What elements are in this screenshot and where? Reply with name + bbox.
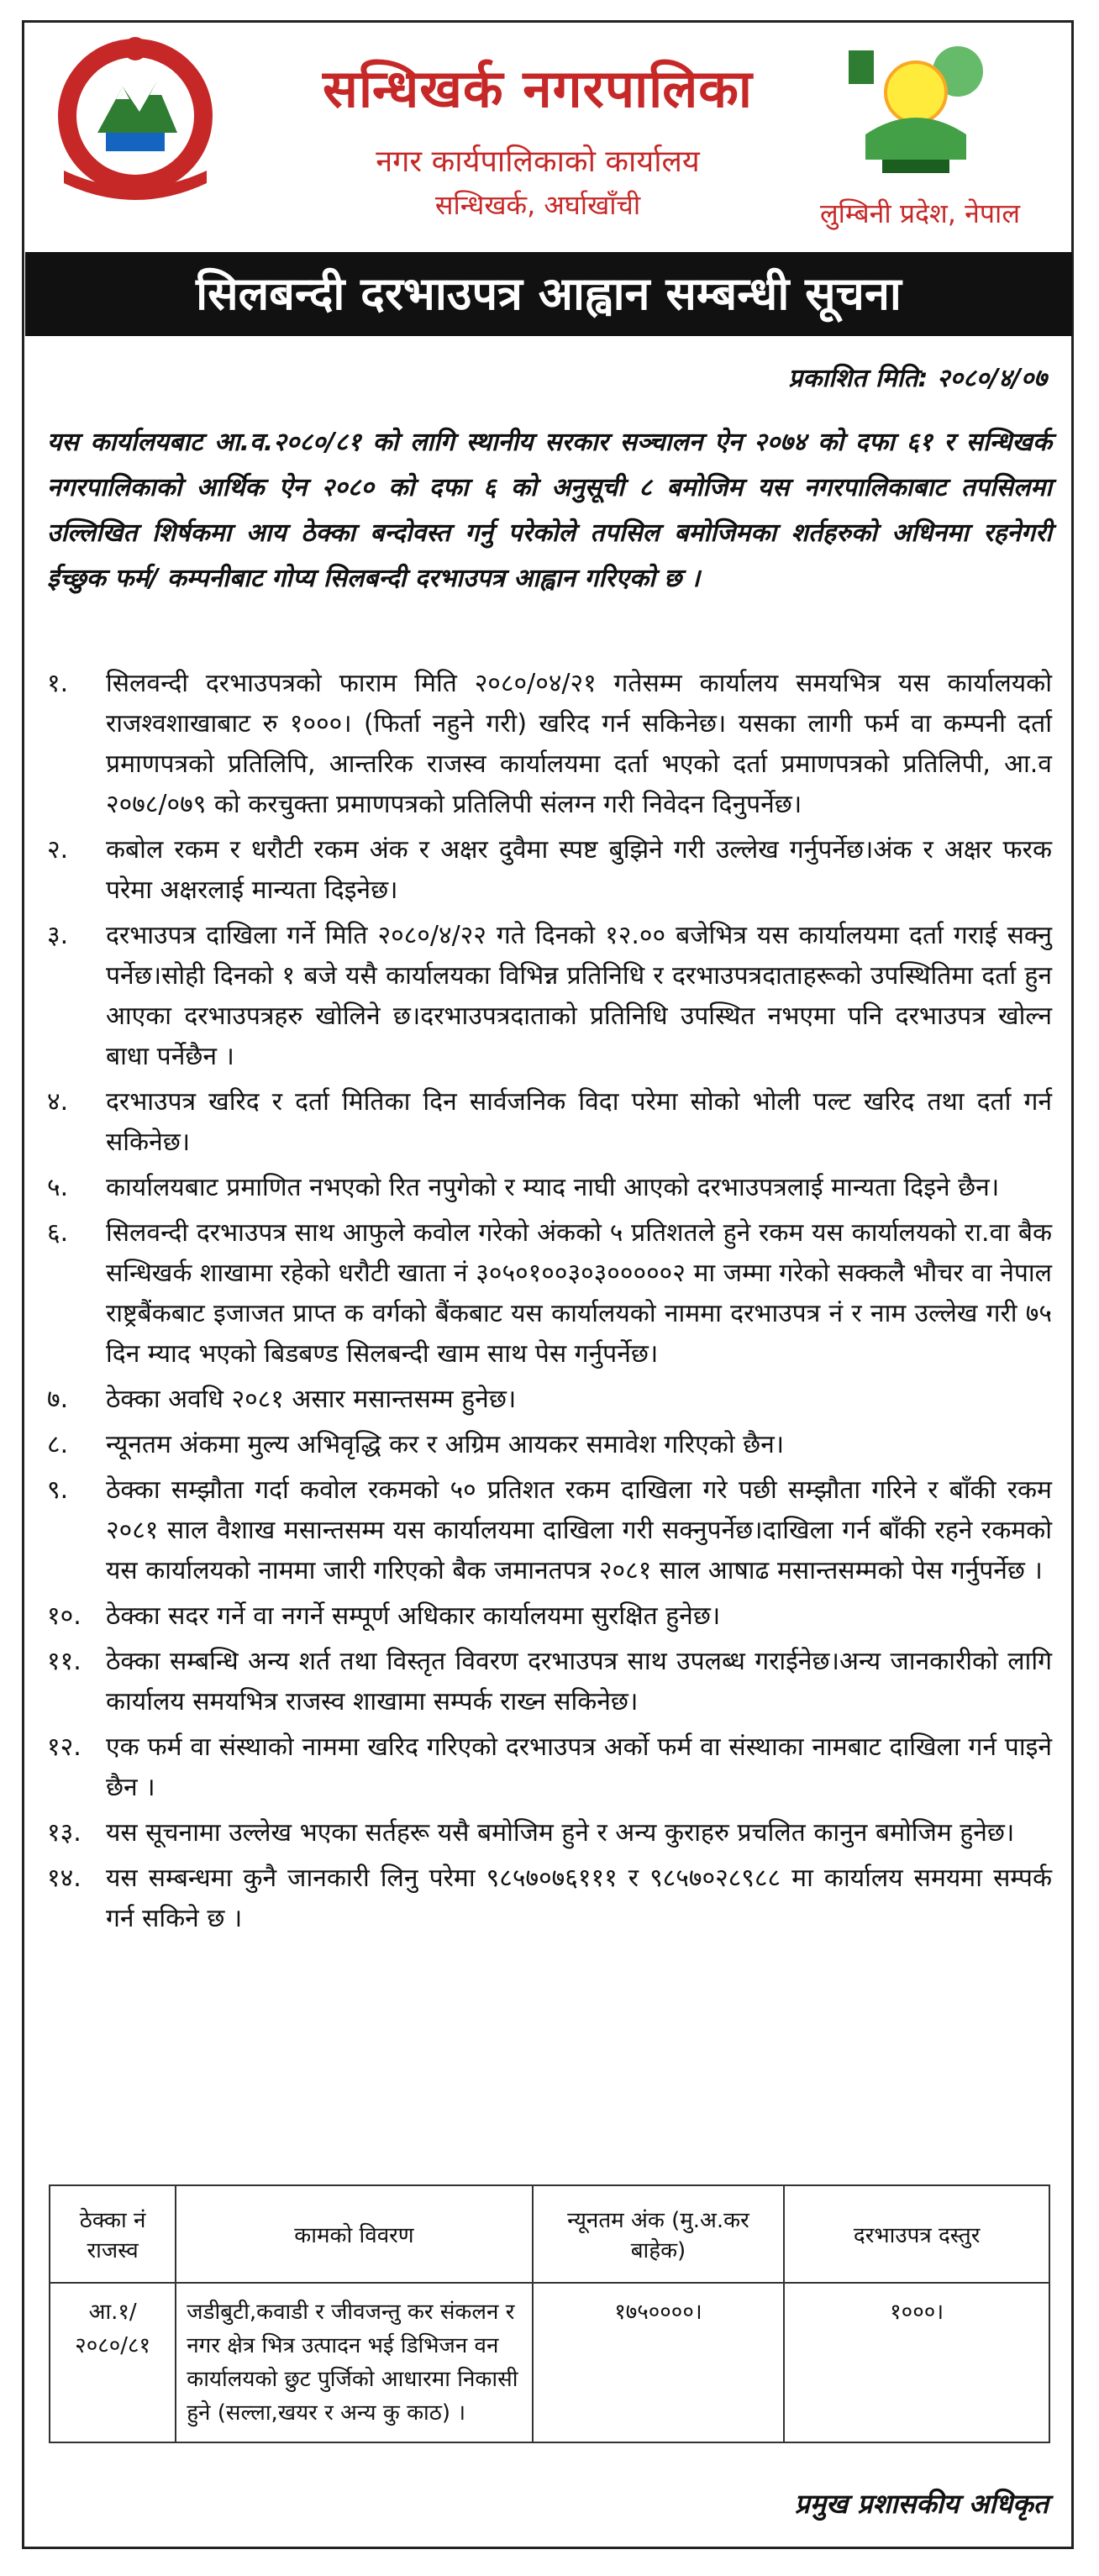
item-text: ठेक्का अवधि २०८१ असार मसान्तसम्म हुनेछ। bbox=[106, 1385, 517, 1414]
municipality-name: सन्धिखर्क नगरपालिका bbox=[323, 58, 753, 119]
item-text: कबोल रकम र धरौटी रकम अंक र अक्षर दुवैमा स्पष्ट बुझिने गरी उल्लेख गर्नुपर्नेछ।अंक र अक्षर फरक परेमा अक्षरलाई मान्यता दिइनेछ। bbox=[106, 835, 1052, 905]
list-item bbox=[47, 830, 1052, 911]
item-text: एक फर्म वा संस्थाको नाममा खरिद गरिएको दरभाउपत्र अर्को फर्म वा संस्थाका नामबाट दाखिला गर्न पाइने छैन । bbox=[106, 1732, 1052, 1802]
item-text: यस सम्बन्धमा कुनै जानकारी लिनु परेमा ९८५७०७६१११ र ९८५७०२८९८८ मा कार्यालय समयमा सम्पर्क गर्न सकिने छ । bbox=[106, 1864, 1052, 1933]
tender-table bbox=[49, 2184, 1050, 2443]
list-item bbox=[47, 916, 1052, 1077]
item-number: ३. bbox=[47, 921, 69, 950]
item-text: दरभाउपत्र दाखिला गर्ने मिति २०८०/४/२२ गते दिनको १२.०० बजेभित्र यस कार्यालयमा दर्ता गराई सक्नु पर्नेछ।सोही दिनको १ बजे यसै कार्यालयका विभिन्न प्रतिनिधि र दरभाउपत्रदाताहरूको उपस्थितिमा दर्ता हुन आएका दरभाउपत्रहरु खोलिने छ।दरभाउपत्रदाताको प्रतिनिधि उपस्थित नभएमा पनि दरभाउपत्र खोल्न बाधा पर्नेछैन । bbox=[106, 921, 1052, 1071]
signature-title: प्रमुख प्रशासकीय अधिकृत bbox=[794, 2488, 1049, 2520]
list-item bbox=[47, 1425, 1052, 1465]
item-text: सिलवन्दी दरभाउपत्र साथ आफुले कवोल गरेको अंकको ५ प्रतिशतले हुने रकम यस कार्यालयको रा.वा बैक सन्धिखर्क शाखामा रहेको धरौटी खाता नं ३०५०१००३०३०००००२ मा जम्मा गरेको सक्कलै भौचर वा नेपाल राष्ट्रबैंकबाट इजाजत प्राप्त क वर्गको बैंकबाट यस कार्यालयको नाममा दरभाउपत्र नं र नाम उल्लेख गरी ७५ दिन म्याद भएको बिडबण्ड सिलबन्दी खाम साथ पेस गर्नुपर्नेछ। bbox=[106, 1218, 1052, 1369]
column-header: ठेक्का नं राजस्व bbox=[50, 2185, 176, 2283]
province-address: लुम्बिनी प्रदेश, नेपाल bbox=[819, 197, 1021, 229]
item-text: न्यूनतम अंकमा मुल्य अभिवृद्धि कर र अग्रिम आयकर समावेश गरिएको छैन। bbox=[106, 1430, 785, 1459]
item-number: ११. bbox=[47, 1647, 82, 1676]
item-number: १२. bbox=[47, 1732, 82, 1762]
list-item bbox=[47, 1168, 1052, 1208]
list-item bbox=[47, 1380, 1052, 1420]
column-header: न्यूनतम अंक (मु.अ.कर बाहेक) bbox=[533, 2185, 785, 2283]
item-text: ठेक्का सम्झौता गर्दा कवोल रकमको ५० प्रतिशत रकम दाखिला गरे पछी सम्झौता गरिने र बाँकी रकम २०८१ साल वैशाख मसान्तसम्म यस कार्यालयमा दाखिला गरी सक्नुपर्नेछ।दाखिला गर्न बाँकी रहने रकमको यस कार्यालयको नाममा जारी गरिएको बैक जमानतपत्र २०८१ साल आषाढ मसान्तसम्मको पेस गर्नुपर्नेछ । bbox=[106, 1475, 1052, 1585]
table-cell: १०००। bbox=[784, 2283, 1049, 2442]
table-row bbox=[50, 2283, 1049, 2442]
item-number: १०. bbox=[47, 1601, 82, 1631]
item-number: ९. bbox=[47, 1475, 69, 1505]
item-number: ४. bbox=[47, 1087, 69, 1117]
item-number: २. bbox=[47, 835, 69, 865]
intro-paragraph: यस कार्यालयबाट आ.व.२०८०/८१ को लागि स्थानीय सरकार सञ्चालन ऐन २०७४ को दफा ६१ र सन्धिखर्क नगरपालिकाको आर्थिक ऐन २०८० को दफा ६ को अनुसूची ८ बमोजिम यस नगरपालिकाबाट तपसिलमा उल्लिखित शिर्षकमा आय ठेक्का बन्दोवस्त गर्नु परेकोले तपसिल बमोजिमका शर्तहरुको अधिनमा रहनेगरी ईच्छुक फर्म/ कम्पनीबाट गोप्य सिलबन्दी दरभाउपत्र आह्वान गरिएको छ । bbox=[47, 428, 1052, 593]
notice-title: सिलबन्दी दरभाउपत्र आह्वान सम्बन्धी सूचना bbox=[25, 252, 1072, 336]
item-text: ठेक्का सदर गर्ने वा नगर्ने सम्पूर्ण अधिकार कार्यालयमा सुरक्षित हुनेछ। bbox=[106, 1601, 721, 1631]
list-item bbox=[47, 1858, 1052, 1939]
list-item bbox=[47, 664, 1052, 825]
item-number: ६. bbox=[47, 1218, 69, 1248]
table-header-row bbox=[50, 2185, 1049, 2283]
office-name: नगर कार्यपालिकाको कार्यालय bbox=[376, 145, 700, 179]
item-number: ५. bbox=[47, 1173, 69, 1202]
published-date: प्रकाशित मिति: २०८०/४/०७ bbox=[788, 364, 1047, 393]
list-item bbox=[47, 1213, 1052, 1375]
table-cell: आ.१/ २०८०/८१ bbox=[50, 2283, 176, 2442]
header bbox=[0, 0, 1099, 227]
item-text: यस सूचनामा उल्लेख भएका सर्तहरू यसै बमोजिम हुने र अन्य कुराहरु प्रचलित कानुन बमोजिम हुनेछ। bbox=[106, 1818, 1015, 1848]
item-text: ठेक्का सम्बन्धि अन्य शर्त तथा विस्तृत विवरण दरभाउपत्र साथ उपलब्ध गराईनेछ।अन्य जानकारीको लागि कार्यालय समयभित्र राजस्व शाखामा सम्पर्क राख्न सकिनेछ। bbox=[106, 1647, 1052, 1716]
item-text: कार्यालयबाट प्रमाणित नभएको रित नपुगेको र म्याद नाघी आएको दरभाउपत्रलाई मान्यता दिइने छैन। bbox=[106, 1173, 1000, 1202]
list-item bbox=[47, 1813, 1052, 1853]
conditions-list bbox=[47, 664, 1052, 1944]
column-header: कामको विवरण bbox=[176, 2185, 532, 2283]
list-item bbox=[47, 1596, 1052, 1637]
office-address: सन्धिखर्क, अर्घाखाँची bbox=[434, 189, 641, 221]
item-text: दरभाउपत्र खरिद र दर्ता मितिका दिन सार्वजनिक विदा परेमा सोको भोली पल्ट खरिद तथा दर्ता गर्न सकिनेछ। bbox=[106, 1087, 1052, 1157]
item-number: १३. bbox=[47, 1818, 82, 1848]
column-header: दरभाउपत्र दस्तुर bbox=[784, 2185, 1049, 2283]
table-cell: १७५००००। bbox=[533, 2283, 785, 2442]
municipality-logo-icon bbox=[832, 34, 1000, 185]
list-item bbox=[47, 1727, 1052, 1808]
list-item bbox=[47, 1642, 1052, 1722]
item-number: ७. bbox=[47, 1385, 69, 1414]
item-text: सिलवन्दी दरभाउपत्रको फाराम मिति २०८०/०४/२१ गतेसम्म कार्यालय समयभित्र यस कार्यालयको राजश्वशाखाबाट रु १०००। (फिर्ता नहुने गरी) खरिद गर्न सकिनेछ। यसका लागी फर्म वा कम्पनी दर्ता प्रमाणपत्रको प्रतिलिपि, आन्तरिक राजस्व कार्यालयमा दर्ता भएको दर्ता प्रमाणपत्रको प्रतिलिपी, आ.व २०७८/०७९ को करचुक्ता प्रमाणपत्रको प्रतिलिपी संलग्न गरी निवेदन दिनुपर्नेछ। bbox=[106, 669, 1052, 819]
item-number: १४. bbox=[47, 1864, 82, 1893]
nepal-government-emblem-icon bbox=[47, 24, 223, 200]
list-item bbox=[47, 1470, 1052, 1591]
list-item bbox=[47, 1082, 1052, 1163]
table-cell: जडीबुटी,कवाडी र जीवजन्तु कर संकलन र नगर क्षेत्र भित्र उत्पादन भई डिभिजन वन कार्यालयको छुट पुर्जिको आधारमा निकासी हुने (सल्ला,खयर र अन्य कु काठ) । bbox=[176, 2283, 532, 2442]
item-number: ८. bbox=[47, 1430, 69, 1459]
item-number: १. bbox=[47, 669, 69, 698]
